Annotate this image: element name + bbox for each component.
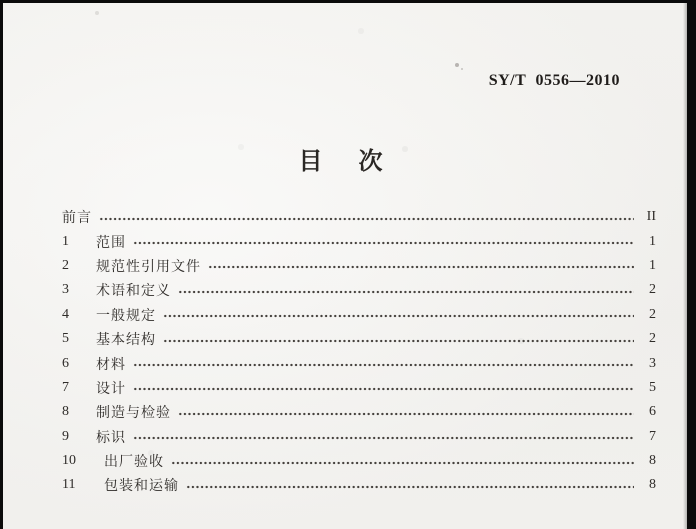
toc-entry-number: 9 <box>62 428 69 444</box>
toc-entry <box>62 449 656 473</box>
toc-list <box>0 205 696 498</box>
dotted-leader <box>186 481 634 493</box>
toc-entry-page: 8 <box>649 477 656 493</box>
toc-entry-label: 标识 <box>96 430 126 446</box>
dotted-leader <box>133 359 634 371</box>
toc-entry <box>62 205 656 229</box>
toc-entry-page: 2 <box>649 282 656 298</box>
toc-entry <box>62 376 656 400</box>
dotted-leader <box>178 408 634 420</box>
dotted-leader <box>99 213 634 225</box>
toc-entry-label: 设计 <box>96 381 126 397</box>
toc-entry-page: 2 <box>649 306 656 322</box>
toc-entry <box>62 473 656 497</box>
page-title: 目 次 <box>298 149 389 175</box>
toc-entry-page: 1 <box>649 257 656 273</box>
toc-entry <box>62 278 656 302</box>
toc-entry <box>62 400 656 424</box>
toc-entry-page: 3 <box>649 355 656 371</box>
toc-entry-label: 制造与检验 <box>96 406 171 422</box>
toc-entry-page: 8 <box>649 453 656 469</box>
scan-edge-top <box>0 0 696 3</box>
toc-entry <box>62 425 656 449</box>
dotted-leader <box>133 237 634 249</box>
toc-entry-number: 8 <box>62 404 69 420</box>
toc-entry-number: 4 <box>62 306 69 322</box>
toc-entry-number: 2 <box>62 257 69 273</box>
toc-entry-label: 基本结构 <box>96 333 156 349</box>
dotted-leader <box>171 457 634 469</box>
toc-entry-page: II <box>646 209 656 225</box>
toc-entry-label: 包装和运输 <box>104 479 179 495</box>
toc-entry <box>62 254 656 278</box>
toc-entry-number: 5 <box>62 331 69 347</box>
standard-code: SY/T 0556—2010 <box>488 72 620 89</box>
toc-entry-number: 11 <box>62 477 76 493</box>
toc-entry-page: 1 <box>649 233 656 249</box>
toc-entry-number: 6 <box>62 355 69 371</box>
dotted-leader <box>178 286 634 298</box>
toc-entry-page: 5 <box>649 379 656 395</box>
dotted-leader <box>163 335 634 347</box>
toc-entry <box>62 351 656 375</box>
toc-entry-number: 3 <box>62 282 69 298</box>
toc-entry-number: 10 <box>62 453 76 469</box>
toc-entry-label: 材料 <box>96 357 126 373</box>
dotted-leader <box>163 310 634 322</box>
toc-entry-label: 出厂验收 <box>104 455 164 471</box>
toc-entry <box>62 303 656 327</box>
toc-entry-number: 1 <box>62 233 69 249</box>
toc-entry-page: 2 <box>649 331 656 347</box>
dotted-leader <box>133 432 634 444</box>
toc-entry-number: 7 <box>62 379 69 395</box>
toc-entry-label: 规范性引用文件 <box>96 259 201 275</box>
dotted-leader <box>208 261 634 273</box>
toc-entry-label: 范围 <box>96 235 126 251</box>
toc-entry-label: 一般规定 <box>96 308 156 324</box>
toc-entry-label: 术语和定义 <box>96 284 171 300</box>
scan-noise <box>0 0 2 2</box>
toc-entry-page: 6 <box>649 404 656 420</box>
dotted-leader <box>133 383 634 395</box>
toc-entry <box>62 327 656 351</box>
toc-entry <box>62 229 656 253</box>
toc-entry-page: 7 <box>649 428 656 444</box>
toc-entry-label: 前言 <box>62 211 92 227</box>
